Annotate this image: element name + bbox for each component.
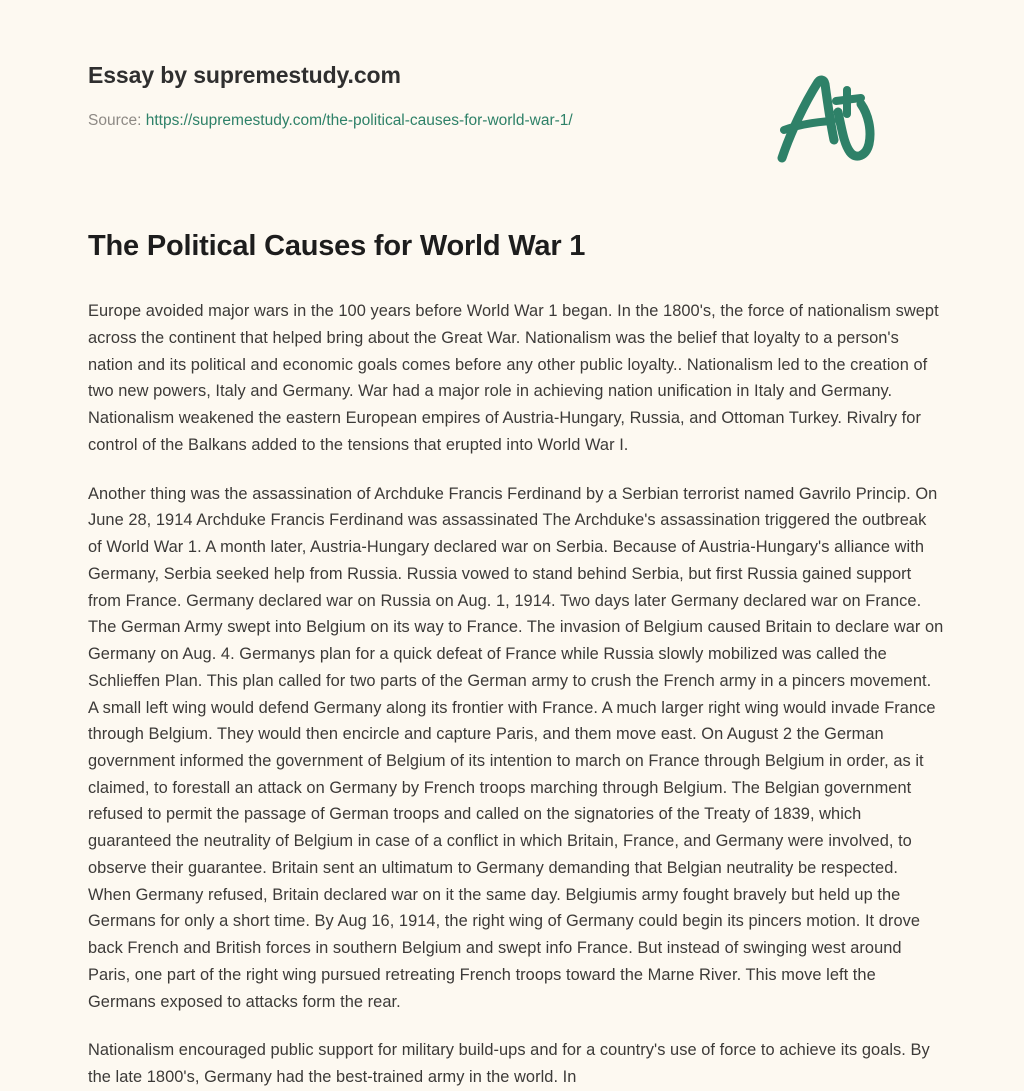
body-paragraph: Nationalism encouraged public support for military build-ups and for a country's use of force to achieve its goals. By the late 1800's, Germany had the best-trained army in the world. In xyxy=(88,1041,930,1087)
source-url-link[interactable]: https://supremestudy.com/the-political-causes-for-world-war-1/ xyxy=(145,111,573,129)
brand-block xyxy=(88,62,573,131)
document-header xyxy=(88,62,952,182)
a-plus-logo xyxy=(768,68,886,172)
body-paragraph: Another thing was the assassination of Archduke Francis Ferdinand by a Serbian terrorist named Gavrilo Princip. On June 28, 1914 Archduke Francis Ferdinand was assassinated The Archduke's assassination triggered the outbreak of World War 1. A month later, Austria-Hungary declared war on Serbia. Because of Austria-Hungary's alliance with Germany, Serbia seeked help from Russia. Russia vowed to stand behind Serbia, but first Russia gained support from France. Germany declared war on Russia on Aug. 1, 1914. Two days later Germany declared war on France. The German Army swept into Belgium on its way to France. The invasion of Belgium caused Britain to declare war on Germany on Aug. 4. Germanys plan for a quick defeat of France while Russia slowly mobilized was called the Schlieffen Plan. This plan called for two parts of the German army to crush the French army in a pincers movement. A small left wing would defend Germany along its frontier with France. A much larger right wing would invade France through Belgium. They would then encircle and capture Paris, and them move east. On August 2 the German government informed the government of Belgium of its intention to march on France through Belgium in order, as it claimed, to forestall an attack on Germany by French troops marching through Belgium. The Belgian government refused to permit the passage of German troops and called on the signatories of the Treaty of 1839, which guaranteed the neutrality of Belgium in case of a conflict in which Britain, France, and Germany were involved, to observe their guarantee. Britain sent an ultimatum to Germany demanding that Belgian neutrality be respected. When Germany refused, Britain declared war on it the same day. Belgiumis army fought bravely but held up the Germans for only a short time. By Aug 16, 1914, the right wing of Germany could begin its pincers motion. It drove back French and British forces in southern Belgium and swept info France. But instead of swinging west around Paris, one part of the right wing pursued retreating French troops toward the Marne River. This move left the Germans exposed to attacks form the rear. xyxy=(88,484,944,1011)
source-line xyxy=(88,111,573,131)
article xyxy=(88,228,944,1091)
brand-title: Essay by supremestudy.com xyxy=(88,62,401,88)
article-body xyxy=(88,298,944,1091)
page-title: The Political Causes for World War 1 xyxy=(88,230,586,262)
body-paragraph: Europe avoided major wars in the 100 years before World War 1 began. In the 1800's, the force of nationalism swept across the continent that helped bring about the Great War. Nationalism was the belief that loyalty to a person's nation and its political and economic goals comes before any other public loyalty.. Nationalism led to the creation of two new powers, Italy and Germany. War had a major role in achieving nation unification in Italy and Germany. Nationalism weakened the eastern European empires of Austria-Hungary, Russia, and Ottoman Turkey. Rivalry for control of the Balkans added to the tensions that erupted into World War I. xyxy=(88,302,939,454)
source-label: Source: xyxy=(88,111,142,129)
